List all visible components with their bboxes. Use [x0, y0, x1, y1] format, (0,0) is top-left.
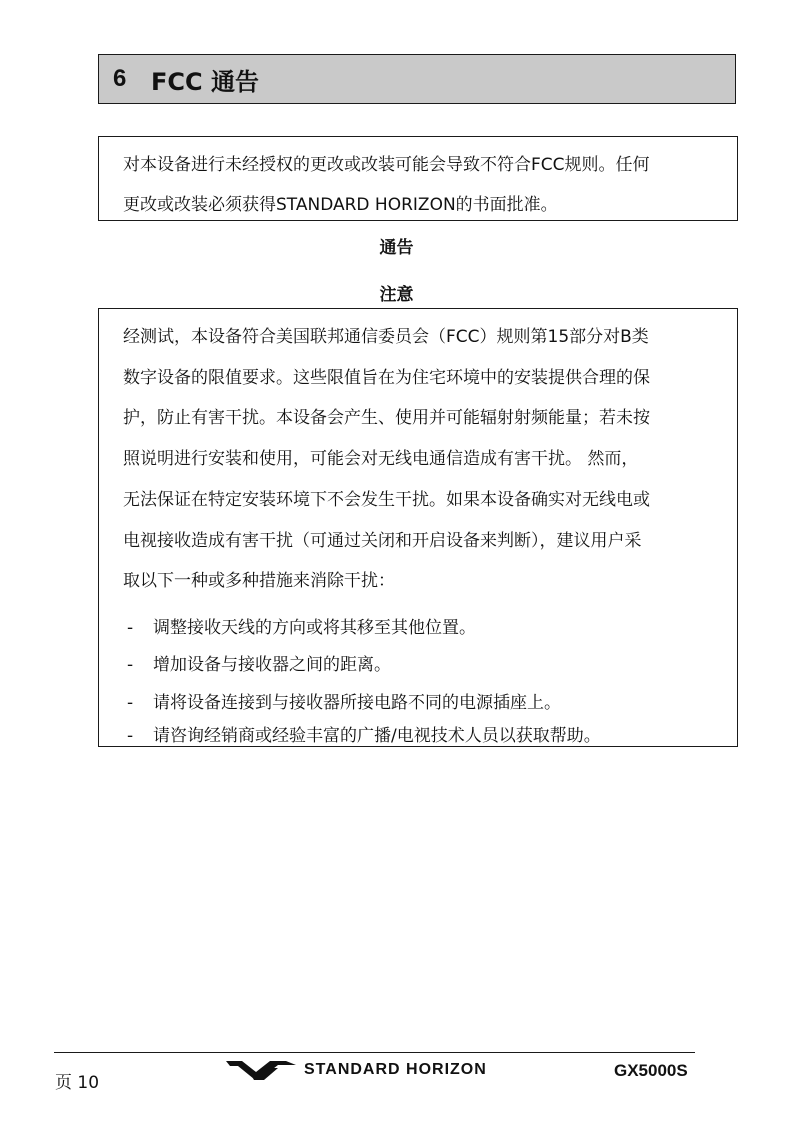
bullet-dash: - — [127, 692, 134, 713]
footer-divider — [54, 1052, 695, 1053]
caution-heading: 注意 — [379, 285, 414, 305]
bullet-dash: - — [127, 654, 134, 675]
list-item-text: 调整接收天线的方向或将其移至其他位置。 — [153, 617, 476, 638]
list-item-text: 增加设备与接收器之间的距离。 — [153, 654, 391, 675]
brand-name: STANDARD HORIZON — [304, 1061, 487, 1078]
list-item-text: 请将设备连接到与接收器所接电路不同的电源插座上。 — [153, 692, 561, 713]
list-item — [123, 610, 713, 646]
warning-box — [98, 136, 738, 221]
list-item — [123, 722, 713, 750]
caution-box — [98, 308, 738, 747]
warning-line: 更改或改装必须获得STANDARD HORIZON的书面批准。 — [123, 195, 558, 215]
caution-line: 无法保证在特定安装环境下不会发生干扰。如果本设备确实对无线电或 — [123, 489, 650, 510]
bullet-dash: - — [127, 617, 134, 638]
section-number: 6 — [113, 65, 127, 92]
caution-line: 经测试，本设备符合美国联邦通信委员会（FCC）规则第15部分对B类 — [123, 327, 649, 347]
caution-line: 数字设备的限值要求。这些限值旨在为住宅环境中的安装提供合理的保 — [123, 367, 650, 388]
list-item — [123, 684, 713, 722]
notice-heading: 通告 — [379, 238, 414, 258]
list-item-text: 请咨询经销商或经验丰富的广播/电视技术人员以获取帮助。 — [153, 725, 601, 746]
warning-line: 对本设备进行未经授权的更改或改装可能会导致不符合FCC规则。任何 — [123, 155, 650, 175]
bullet-dash: - — [127, 725, 134, 746]
caution-line: 护，防止有害干扰。本设备会产生、使用并可能辐射射频能量；若未按 — [123, 408, 650, 429]
caution-line: 照说明进行安装和使用，可能会对无线电通信造成有害干扰。 然而， — [123, 449, 639, 470]
brand-logo-icon — [226, 1058, 298, 1082]
page-number: 页 10 — [55, 1073, 100, 1093]
section-header — [98, 54, 736, 104]
list-item — [123, 646, 713, 684]
caution-line: 电视接收造成有害干扰（可通过关闭和开启设备来判断），建议用户采 — [123, 530, 642, 551]
section-title: FCC 通告 — [151, 67, 259, 96]
measures-list — [123, 610, 713, 750]
model-number: GX5000S — [614, 1061, 688, 1080]
brand-logo — [226, 1058, 487, 1082]
caution-line: 取以下一种或多种措施来消除干扰： — [123, 571, 395, 592]
